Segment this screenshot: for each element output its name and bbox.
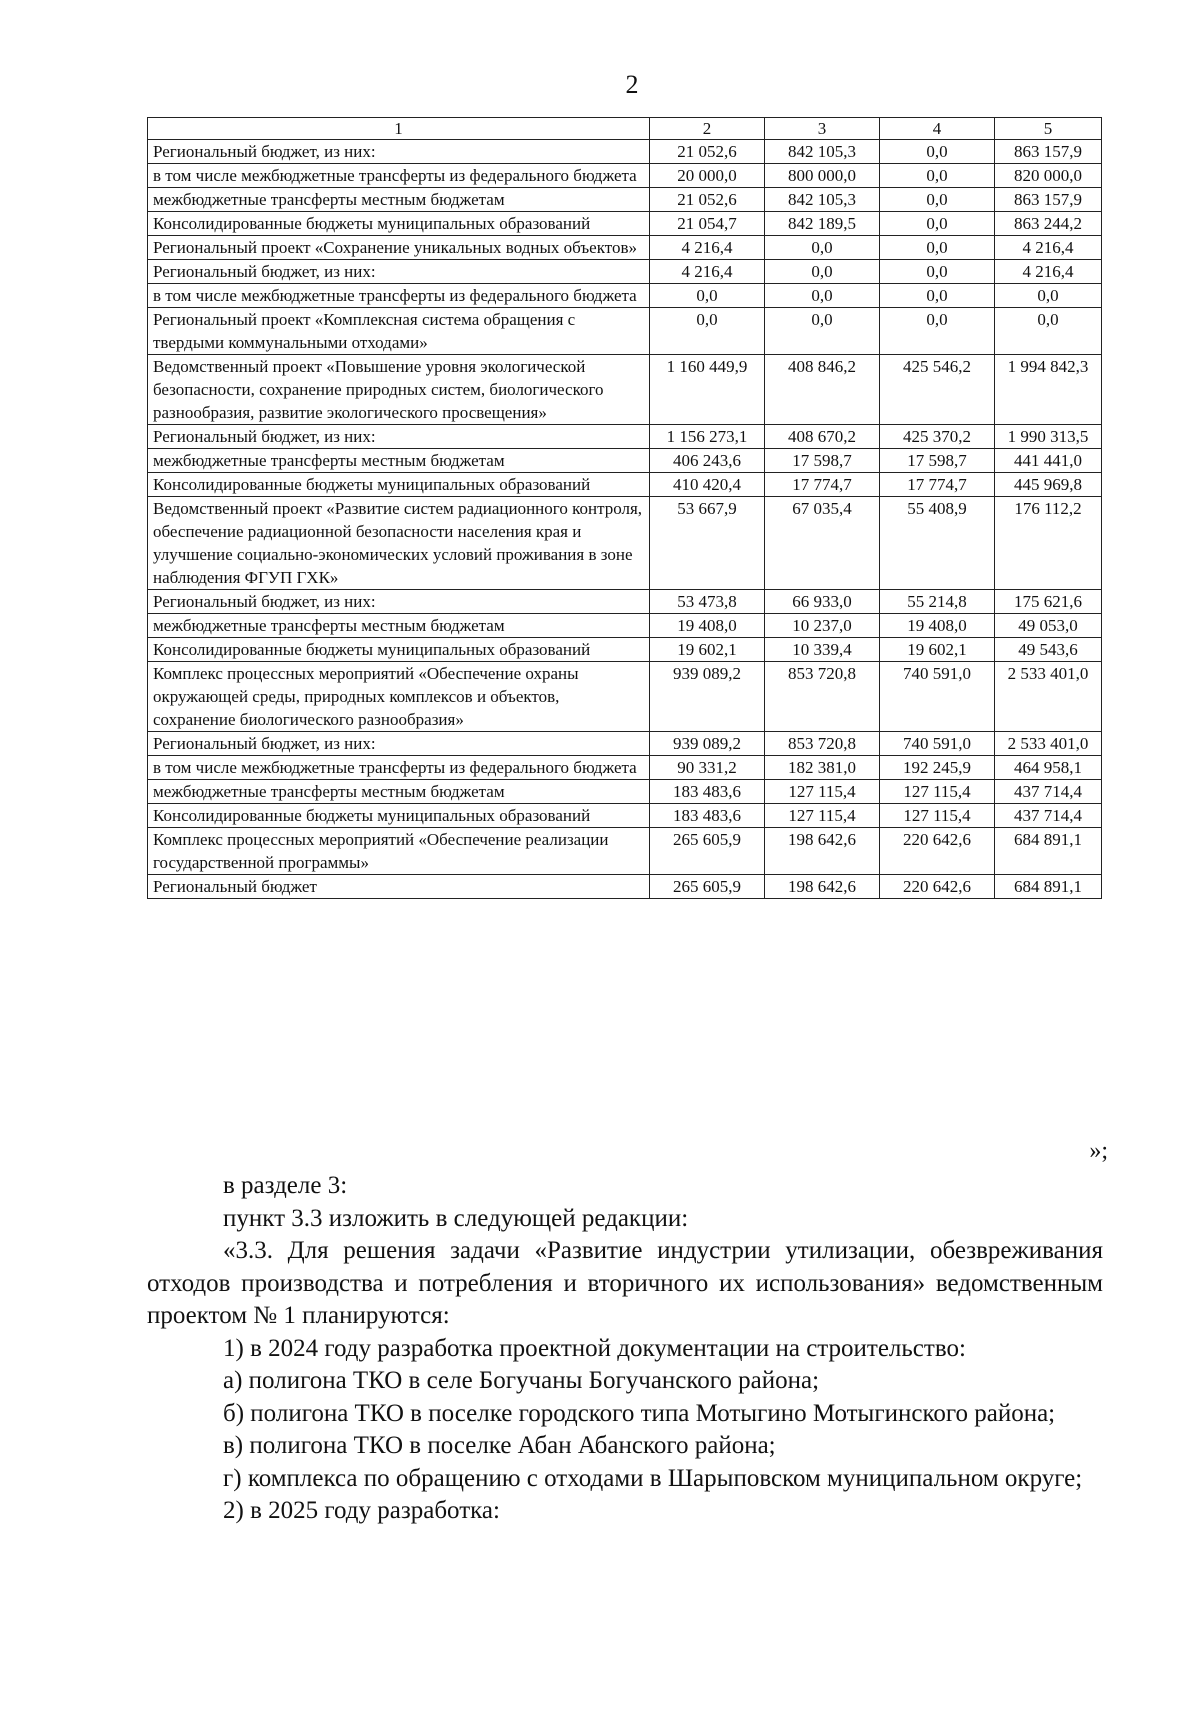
cell-value: 17 598,7 — [880, 449, 995, 473]
table-row — [148, 355, 1102, 425]
table-row — [148, 662, 1102, 732]
cell-value: 863 157,9 — [995, 140, 1102, 164]
cell-value: 437 714,4 — [995, 804, 1102, 828]
table-row — [148, 828, 1102, 875]
cell-value: 265 605,9 — [650, 828, 765, 875]
cell-value: 198 642,6 — [765, 875, 880, 899]
cell-value: 0,0 — [765, 284, 880, 308]
page-number: 2 — [625, 70, 639, 99]
table-row — [148, 212, 1102, 236]
table-row — [148, 449, 1102, 473]
row-label: Консолидированные бюджеты муниципальных образований — [148, 804, 650, 828]
cell-value: 182 381,0 — [765, 756, 880, 780]
paragraph: пункт 3.3 изложить в следующей редакции: — [223, 1204, 689, 1232]
cell-value: 2 533 401,0 — [995, 662, 1102, 732]
cell-value: 127 115,4 — [880, 804, 995, 828]
table-row — [148, 284, 1102, 308]
cell-value: 0,0 — [765, 260, 880, 284]
cell-value: 4 216,4 — [650, 236, 765, 260]
cell-value: 0,0 — [765, 236, 880, 260]
cell-value: 842 105,3 — [765, 140, 880, 164]
cell-value: 220 642,6 — [880, 828, 995, 875]
cell-value: 183 483,6 — [650, 780, 765, 804]
cell-value: 939 089,2 — [650, 732, 765, 756]
cell-value: 19 408,0 — [880, 614, 995, 638]
cell-value: 820 000,0 — [995, 164, 1102, 188]
paragraph: в) полигона ТКО в поселке Абан Абанского района; — [223, 1432, 776, 1459]
table-row — [148, 875, 1102, 899]
cell-value: 0,0 — [880, 260, 995, 284]
cell-value: 265 605,9 — [650, 875, 765, 899]
cell-value: 939 089,2 — [650, 662, 765, 732]
table-row — [148, 756, 1102, 780]
cell-value: 0,0 — [880, 164, 995, 188]
cell-value: 464 958,1 — [995, 756, 1102, 780]
row-label: межбюджетные трансферты местным бюджетам — [148, 449, 650, 473]
cell-value: 127 115,4 — [765, 780, 880, 804]
cell-value: 19 602,1 — [880, 638, 995, 662]
cell-value: 425 546,2 — [880, 355, 995, 425]
table-row — [148, 140, 1102, 164]
cell-value: 740 591,0 — [880, 662, 995, 732]
paragraph: «3.3. Для решения задачи «Развитие индустрии утилизации, обезвреживания отходов производства и потребления и вторичного их использования» ведомственным проектом № 1 планируются: — [147, 1237, 1103, 1329]
table-row — [148, 164, 1102, 188]
cell-value: 842 189,5 — [765, 212, 880, 236]
cell-value: 1 990 313,5 — [995, 425, 1102, 449]
body-text — [147, 1170, 1103, 1528]
cell-value: 0,0 — [880, 212, 995, 236]
cell-value: 4 216,4 — [995, 260, 1102, 284]
cell-value: 19 408,0 — [650, 614, 765, 638]
cell-value: 1 156 273,1 — [650, 425, 765, 449]
table-row — [148, 425, 1102, 449]
paragraph: б) полигона ТКО в поселке городского типа Мотыгино Мотыгинского района; — [223, 1399, 1056, 1427]
table-row — [148, 236, 1102, 260]
cell-value: 0,0 — [880, 284, 995, 308]
cell-value: 684 891,1 — [995, 875, 1102, 899]
table-row — [148, 732, 1102, 756]
table-row — [148, 638, 1102, 662]
cell-value: 90 331,2 — [650, 756, 765, 780]
row-label: межбюджетные трансферты местным бюджетам — [148, 614, 650, 638]
column-header: 1 — [148, 118, 650, 140]
table-row — [148, 260, 1102, 284]
column-header: 5 — [995, 118, 1102, 140]
cell-value: 853 720,8 — [765, 662, 880, 732]
cell-value: 0,0 — [880, 308, 995, 355]
paragraph: 2) в 2025 году разработка: — [223, 1497, 500, 1524]
row-label: Консолидированные бюджеты муниципальных образований — [148, 212, 650, 236]
cell-value: 127 115,4 — [880, 780, 995, 804]
table-row — [148, 804, 1102, 828]
paragraph: а) полигона ТКО в селе Богучаны Богучанского района; — [223, 1367, 820, 1394]
row-label: Региональный бюджет, из них: — [148, 732, 650, 756]
table-row — [148, 473, 1102, 497]
cell-value: 183 483,6 — [650, 804, 765, 828]
cell-value: 740 591,0 — [880, 732, 995, 756]
cell-value: 53 473,8 — [650, 590, 765, 614]
cell-value: 4 216,4 — [995, 236, 1102, 260]
row-label: Ведомственный проект «Развитие систем радиационного контроля, обеспечение радиационной безопасности населения края и улучшение социально-экономических условий проживания в зоне наблюдения ФГУП ГХК» — [148, 497, 650, 590]
cell-value: 853 720,8 — [765, 732, 880, 756]
cell-value: 0,0 — [765, 308, 880, 355]
row-label: межбюджетные трансферты местным бюджетам — [148, 188, 650, 212]
cell-value: 842 105,3 — [765, 188, 880, 212]
cell-value: 10 339,4 — [765, 638, 880, 662]
cell-value: 406 243,6 — [650, 449, 765, 473]
cell-value: 800 000,0 — [765, 164, 880, 188]
cell-value: 17 774,7 — [880, 473, 995, 497]
row-label: Региональный бюджет, из них: — [148, 590, 650, 614]
cell-value: 0,0 — [995, 308, 1102, 355]
paragraph: в разделе 3: — [223, 1172, 348, 1199]
cell-value: 176 112,2 — [995, 497, 1102, 590]
column-header: 4 — [880, 118, 995, 140]
cell-value: 445 969,8 — [995, 473, 1102, 497]
cell-value: 425 370,2 — [880, 425, 995, 449]
cell-value: 175 621,6 — [995, 590, 1102, 614]
row-label: Ведомственный проект «Повышение уровня экологической безопасности, сохранение природных систем, биологического разнообразия, развитие экологического просвещения» — [148, 355, 650, 425]
table-row — [148, 308, 1102, 355]
cell-value: 441 441,0 — [995, 449, 1102, 473]
column-header: 3 — [765, 118, 880, 140]
cell-value: 49 053,0 — [995, 614, 1102, 638]
cell-value: 0,0 — [995, 284, 1102, 308]
row-label: Региональный проект «Сохранение уникальных водных объектов» — [148, 236, 650, 260]
cell-value: 0,0 — [880, 188, 995, 212]
row-label: Региональный бюджет, из них: — [148, 140, 650, 164]
row-label: Консолидированные бюджеты муниципальных образований — [148, 638, 650, 662]
cell-value: 10 237,0 — [765, 614, 880, 638]
row-label: в том числе межбюджетные трансферты из федерального бюджета — [148, 284, 650, 308]
row-label: в том числе межбюджетные трансферты из федерального бюджета — [148, 164, 650, 188]
cell-value: 55 408,9 — [880, 497, 995, 590]
cell-value: 21 052,6 — [650, 140, 765, 164]
cell-value: 49 543,6 — [995, 638, 1102, 662]
table-row — [148, 590, 1102, 614]
cell-value: 20 000,0 — [650, 164, 765, 188]
row-label: Региональный бюджет, из них: — [148, 260, 650, 284]
cell-value: 21 052,6 — [650, 188, 765, 212]
cell-value: 863 244,2 — [995, 212, 1102, 236]
cell-value: 17 598,7 — [765, 449, 880, 473]
paragraph: 1) в 2024 году разработка проектной документации на строительство: — [223, 1334, 966, 1362]
cell-value: 19 602,1 — [650, 638, 765, 662]
cell-value: 21 054,7 — [650, 212, 765, 236]
cell-value: 2 533 401,0 — [995, 732, 1102, 756]
cell-value: 53 667,9 — [650, 497, 765, 590]
cell-value: 863 157,9 — [995, 188, 1102, 212]
row-label: Региональный бюджет — [148, 875, 650, 899]
budget-table — [147, 117, 1102, 899]
cell-value: 17 774,7 — [765, 473, 880, 497]
cell-value: 127 115,4 — [765, 804, 880, 828]
cell-value: 1 160 449,9 — [650, 355, 765, 425]
row-label: Региональный проект «Комплексная система обращения с твердыми коммунальными отходами» — [148, 308, 650, 355]
table-row — [148, 188, 1102, 212]
row-label: в том числе межбюджетные трансферты из федерального бюджета — [148, 756, 650, 780]
cell-value: 0,0 — [880, 236, 995, 260]
column-header: 2 — [650, 118, 765, 140]
cell-value: 198 642,6 — [765, 828, 880, 875]
cell-value: 0,0 — [880, 140, 995, 164]
paragraph: г) комплекса по обращению с отходами в Шарыповском муниципальном округе; — [223, 1464, 1083, 1492]
row-label: Региональный бюджет, из них: — [148, 425, 650, 449]
cell-value: 67 035,4 — [765, 497, 880, 590]
row-label: Консолидированные бюджеты муниципальных образований — [148, 473, 650, 497]
cell-value: 1 994 842,3 — [995, 355, 1102, 425]
cell-value: 66 933,0 — [765, 590, 880, 614]
table-row — [148, 780, 1102, 804]
row-label: Комплекс процессных мероприятий «Обеспечение охраны окружающей среды, природных комплексов и объектов, сохранение биологического разнообразия» — [148, 662, 650, 732]
cell-value: 220 642,6 — [880, 875, 995, 899]
cell-value: 192 245,9 — [880, 756, 995, 780]
cell-value: 410 420,4 — [650, 473, 765, 497]
cell-value: 0,0 — [650, 308, 765, 355]
closing-quote: »; — [1089, 1138, 1108, 1164]
table-row — [148, 497, 1102, 590]
row-label: Комплекс процессных мероприятий «Обеспечение реализации государственной программы» — [148, 828, 650, 875]
cell-value: 408 846,2 — [765, 355, 880, 425]
table-header-row — [148, 118, 1102, 140]
row-label: межбюджетные трансферты местным бюджетам — [148, 780, 650, 804]
cell-value: 4 216,4 — [650, 260, 765, 284]
cell-value: 408 670,2 — [765, 425, 880, 449]
cell-value: 55 214,8 — [880, 590, 995, 614]
cell-value: 437 714,4 — [995, 780, 1102, 804]
table-row — [148, 614, 1102, 638]
cell-value: 0,0 — [650, 284, 765, 308]
cell-value: 684 891,1 — [995, 828, 1102, 875]
